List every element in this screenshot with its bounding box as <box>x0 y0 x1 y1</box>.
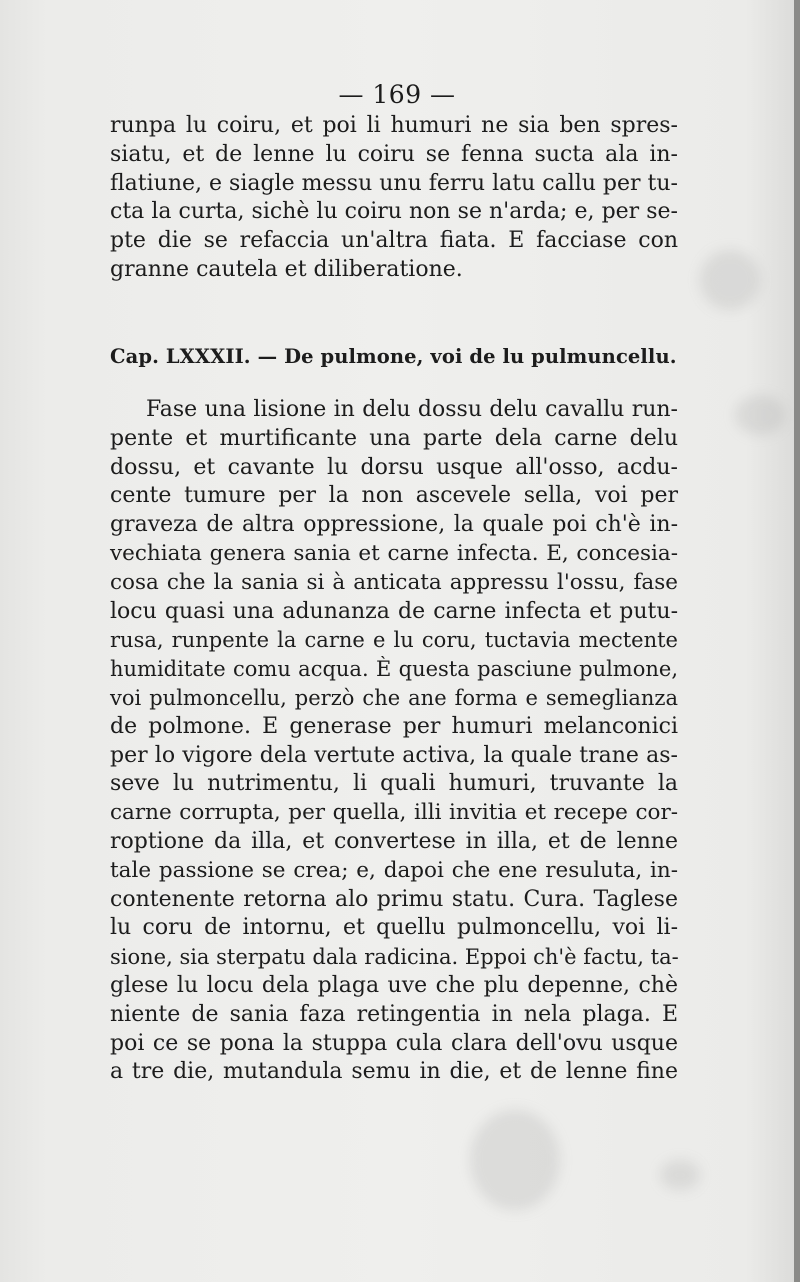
text-line: flatiune, e siagle messu unu ferru latu callu per tu- <box>110 170 678 196</box>
text-line: poi ce se pona la stuppa cula clara dell'ovu usque <box>110 1030 678 1056</box>
text-line: cta la curta, sichè lu coiru non se n'arda; e, per se- <box>110 199 678 225</box>
text-line: pente et murtificante una parte dela carne delu <box>110 425 678 451</box>
text-line: contenente retorna alo primu statu. Cura. Taglese <box>110 886 678 912</box>
text-line: a tre die, mutandula semu in die, et de lenne fine <box>110 1059 678 1085</box>
paper-stain <box>700 250 760 310</box>
text-line: pte die se refaccia un'altra fiata. E facciase con <box>110 228 678 254</box>
text-line: graveza de altra oppressione, la quale poi ch'è in- <box>110 512 678 538</box>
text-line: voi pulmoncellu, perzò che ane forma e semeglianza <box>110 685 678 710</box>
text-line: rusa, runpente la carne e lu coru, tuctavia mectente <box>110 628 678 653</box>
text-line: vechiata genera sania et carne infecta. E, concesia- <box>110 540 678 566</box>
text-line: carne corrupta, per quella, illi invitia et recepe cor- <box>110 800 678 826</box>
paper-stain <box>735 395 785 435</box>
text-line: granne cautela et diliberatione. <box>110 256 463 282</box>
text-line: glese lu locu dela plaga uve che plu depenne, chè <box>110 972 678 998</box>
text-line: de polmone. E generase per humuri melanconici <box>110 713 678 739</box>
chapter-heading: Cap. LXXXII. — De pulmone, voi de lu pulmuncellu. <box>110 345 677 368</box>
text-line: per lo vigore dela vertute activa, la quale trane as- <box>110 742 678 768</box>
paper-stain <box>660 1160 700 1190</box>
chapter-paragraph <box>110 396 678 1087</box>
text-line: sione, sia sterpatu dala radicina. Eppoi ch'è factu, ta- <box>110 945 679 970</box>
text-line: runpa lu coiru, et poi li humuri ne sia ben spres- <box>110 113 678 138</box>
text-line: cente tumure per la non ascevele sella, voi per <box>110 483 678 509</box>
text-line: cosa che la sania si à anticata appressu l'ossu, fase <box>110 569 678 595</box>
page-number: — 169 — <box>338 80 456 109</box>
text-line: locu quasi una adunanza de carne infecta et putu- <box>110 598 678 624</box>
text-line: roptione da illa, et convertese in illa, et de lenne <box>110 828 678 854</box>
text-line: lu coru de intornu, et quellu pulmoncellu, voi li- <box>110 915 678 941</box>
text-line: humiditate comu acqua. È questa pasciune pulmone, <box>110 657 678 682</box>
text-line: siatu, et de lenne lu coiru se fenna sucta ala in- <box>110 141 678 167</box>
scan-edge <box>794 0 800 1282</box>
text-line: Fase una lisione in delu dossu delu cavallu run- <box>146 397 678 422</box>
paragraph-continuation <box>110 112 678 285</box>
paper-stain <box>470 1110 560 1210</box>
text-line: seve lu nutrimentu, li quali humuri, truvante la <box>110 771 678 797</box>
text-line: tale passione se crea; e, dapoi che ene resuluta, in- <box>110 857 678 883</box>
text-line: niente de sania faza retingentia in nela plaga. E <box>110 1001 678 1027</box>
text-line: dossu, et cavante lu dorsu usque all'osso, acdu- <box>110 454 678 480</box>
